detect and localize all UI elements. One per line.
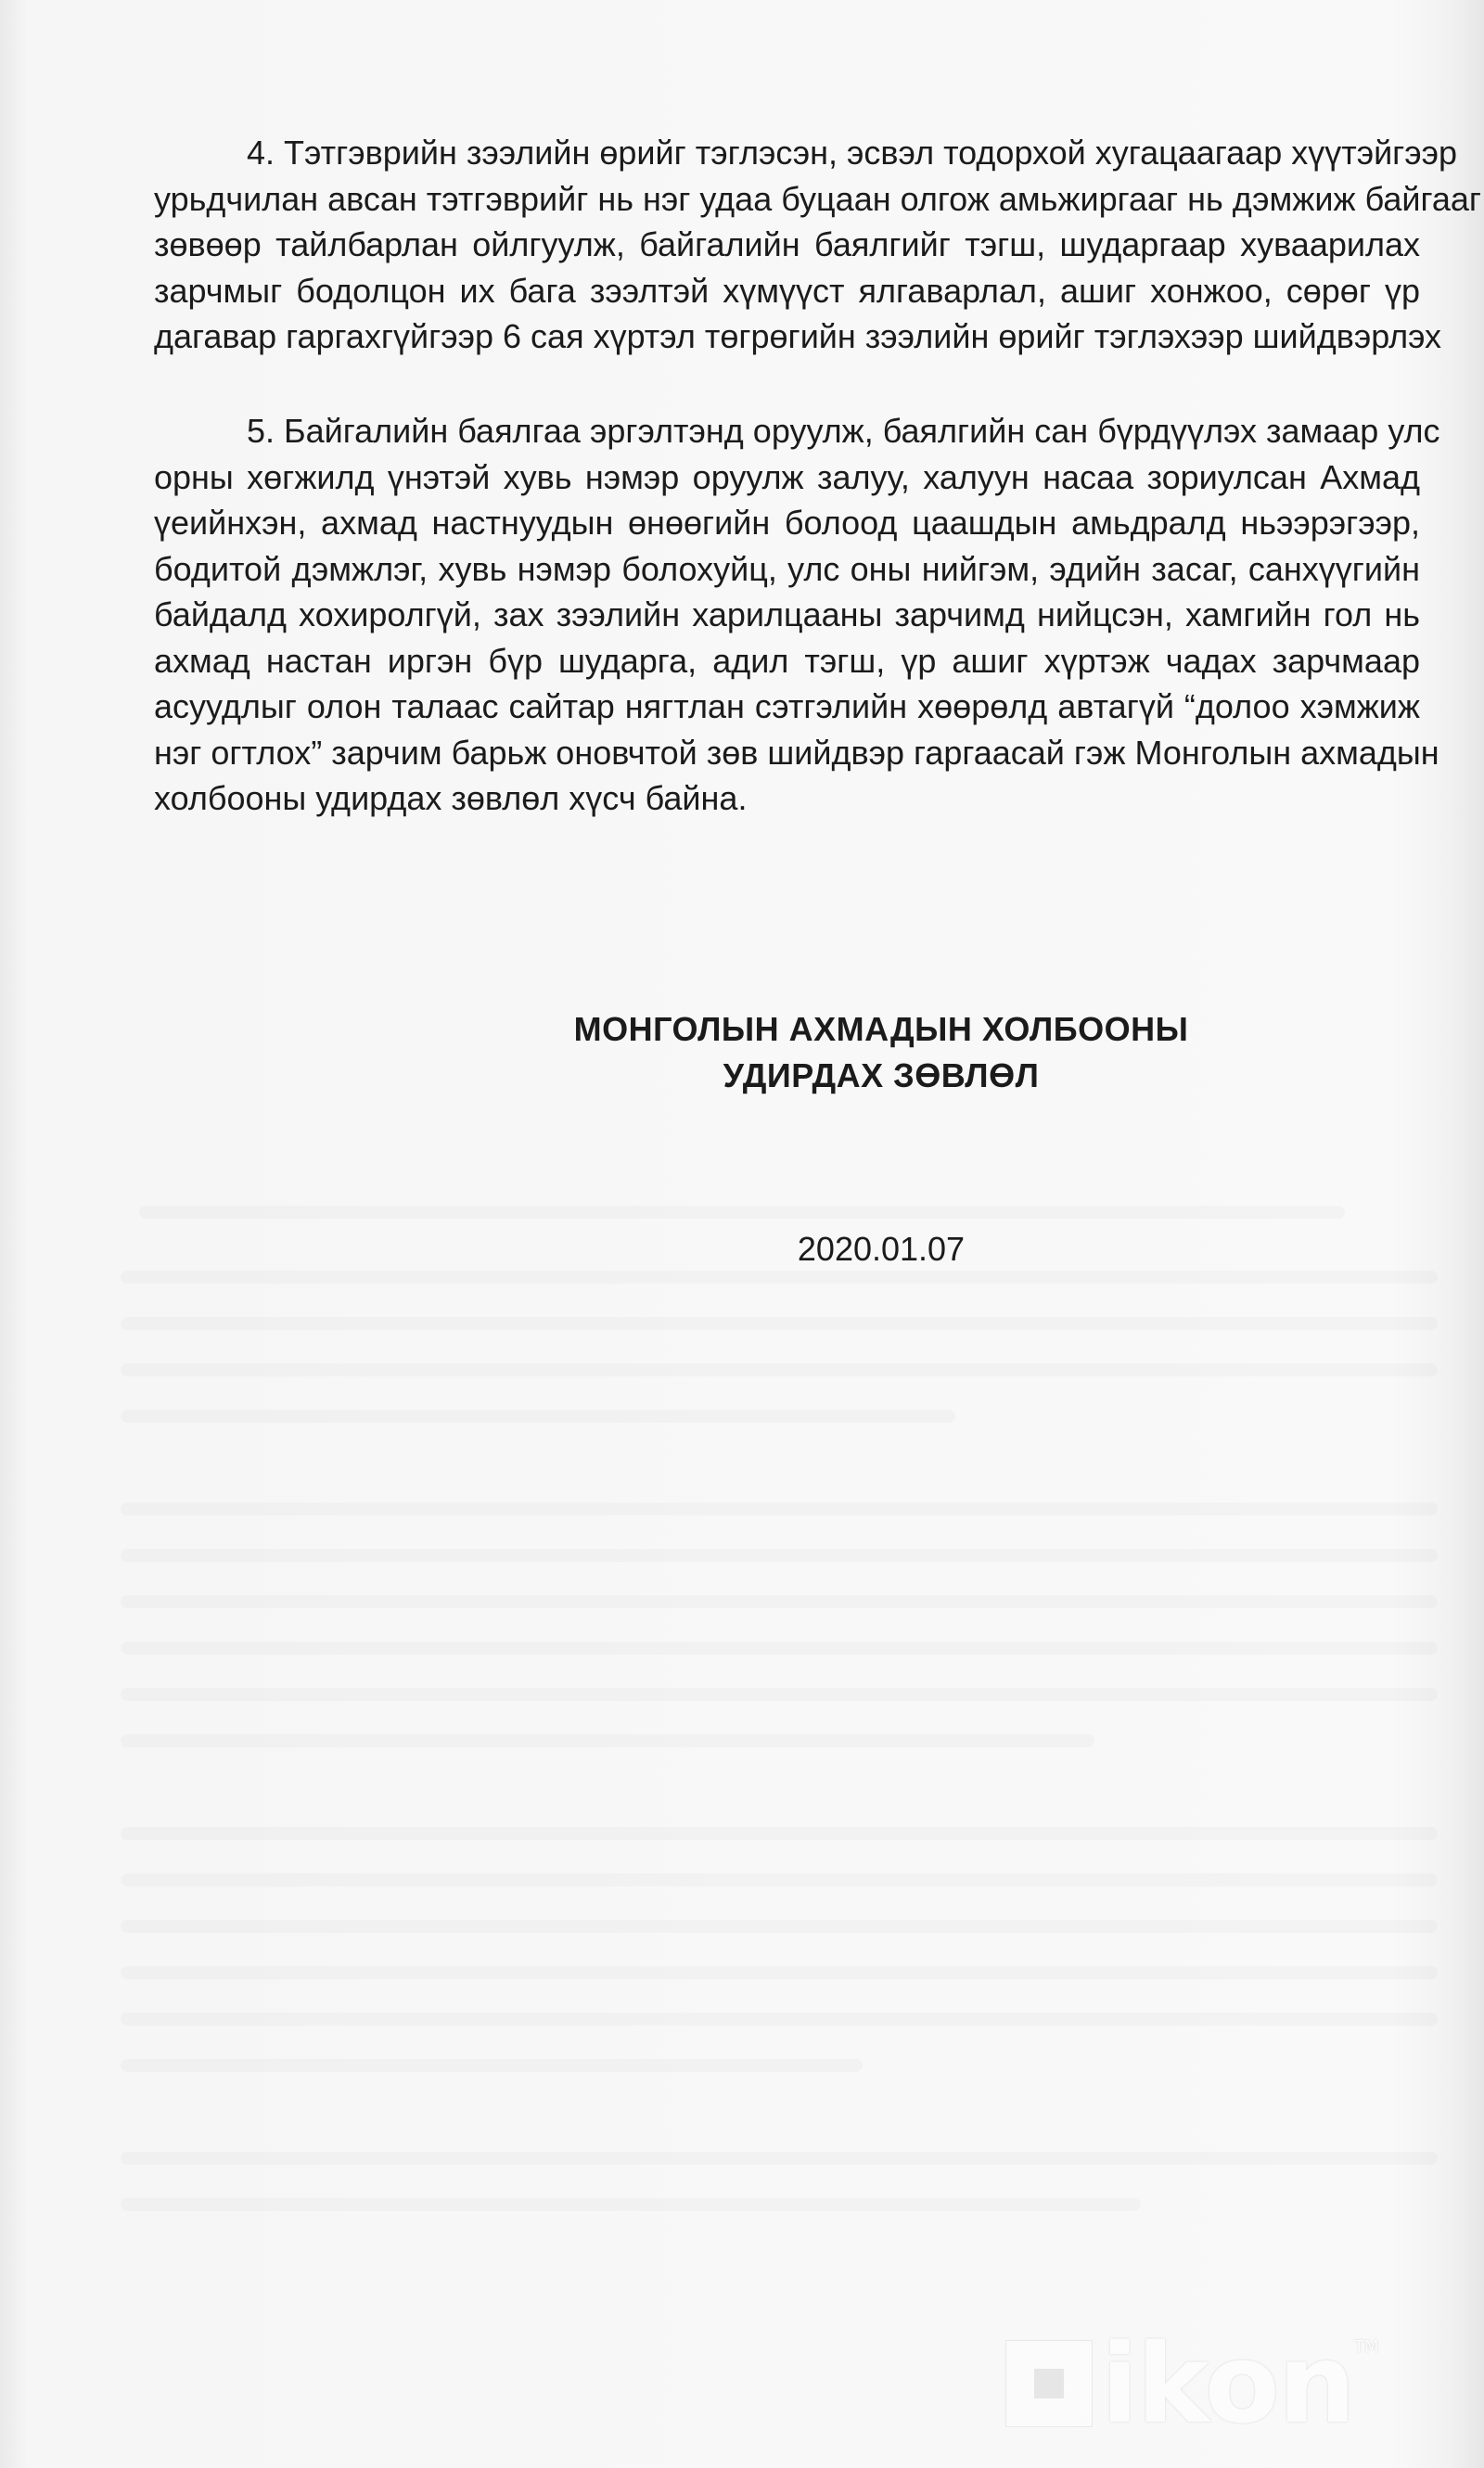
show-through-line xyxy=(121,2013,1438,2026)
ikon-watermark-text: ikon xyxy=(1101,2320,1354,2448)
show-through-line xyxy=(121,1410,955,1423)
paragraph-5-line: нэг огтлох” зарчим барьж оновчтой зөв шийдвэр гаргаасай гэж Монголын ахмадын xyxy=(154,733,1439,772)
ikon-trademark: TM xyxy=(1353,2337,1379,2357)
show-through-line xyxy=(121,1363,1438,1376)
show-through-line xyxy=(121,2059,863,2072)
paragraph-5 xyxy=(154,408,1440,822)
paragraph-5-line: үеийнхэн, ахмад настнуудын өнөөгийн болоод цаашдын амьдралд ньээрэгээр, xyxy=(154,504,1420,542)
paragraph-4-line: зарчмыг бодолцон их бага зээлтэй хүмүүст ялгаварлал, ашиг хонжоо, сөрөг үр xyxy=(154,271,1420,310)
paragraph-4-line: дагавар гаргахгүйгээр 6 сая хүртэл төгрөгийн зээлийн өрийг тэглэхээр шийдвэрлэх xyxy=(154,317,1442,355)
show-through-line xyxy=(121,1688,1438,1701)
paragraph-5-line: ахмад настан иргэн бүр шударга, адил тэгш, үр ашиг хүртэж чадах зарчмаар xyxy=(154,641,1420,680)
paragraph-5-line: байдалд хохиролгүй, зах зээлийн харилцааны зарчимд нийцсэн, хамгийн гол нь xyxy=(154,595,1420,633)
ikon-square-logo-icon xyxy=(1006,2341,1092,2426)
show-through-line xyxy=(121,2198,1141,2211)
show-through-line xyxy=(121,1595,1438,1608)
show-through-line xyxy=(121,1734,1094,1747)
paragraph-4-line: 4. Тэтгэврийн зээлийн өрийг тэглэсэн, эсвэл тодорхой хугацаагаар хүүтэйгээр xyxy=(247,134,1458,172)
paragraph-5-line: бодитой дэмжлэг, хувь нэмэр болохуйц, улс оны нийгэм, эдийн засаг, санхүүгийн xyxy=(154,549,1420,588)
show-through-line xyxy=(121,1503,1438,1515)
paragraph-5-line: орны хөгжилд үнэтэй хувь нэмэр оруулж залуу, халуун насаа зориулсан Ахмад xyxy=(154,457,1420,496)
paragraph-5-line: холбооны удирдах зөвлөл хүсч байна. xyxy=(154,779,748,817)
signature-organization: МОНГОЛЫН АХМАДЫН ХОЛБООНЫ xyxy=(573,1010,1189,1048)
show-through-line xyxy=(121,1549,1438,1562)
show-through-line xyxy=(121,1271,1438,1284)
show-through-line xyxy=(121,1642,1438,1655)
paragraph-4-line: зөвөөр тайлбарлан ойлгуулж, байгалийн баялгийг тэгш, шударгаар хуваарилах xyxy=(154,225,1420,263)
paragraph-5-line: асуудлыг олон талаас сайтар нягтлан сэтгэлийн хөөрөлд автагүй “долоо хэмжиж xyxy=(154,687,1420,725)
signature-council: УДИРДАХ ЗӨВЛӨЛ xyxy=(723,1056,1040,1094)
paragraph-4-line: урьдчилан авсан тэтгэврийг нь нэг удаа буцаан олгож амьжиргааг нь дэмжиж байгааг xyxy=(154,179,1482,218)
show-through-line xyxy=(121,1317,1438,1330)
ikon-watermark xyxy=(1006,2320,1442,2448)
document-date: 2020.01.07 xyxy=(797,1230,966,1268)
show-through-line xyxy=(121,1827,1438,1840)
show-through-line xyxy=(121,2152,1438,2165)
paragraph-4 xyxy=(154,130,1482,360)
show-through-line xyxy=(121,1966,1438,1979)
show-through-line xyxy=(121,1920,1438,1933)
show-through-line xyxy=(139,1206,1345,1219)
show-through-line xyxy=(121,1873,1438,1886)
paragraph-5-line: 5. Байгалийн баялгаа эргэлтэнд оруулж, баялгийн сан бүрдүүлэх замаар улс xyxy=(247,412,1440,450)
